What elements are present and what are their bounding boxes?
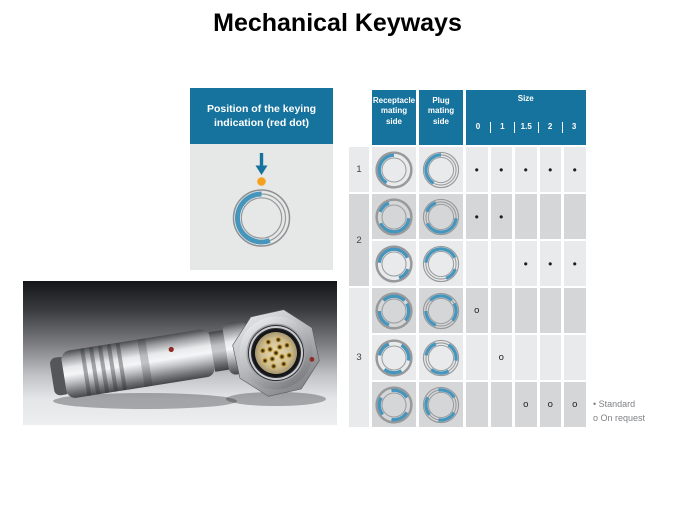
availability-cell [540, 382, 562, 427]
plug-circle-cell [419, 288, 463, 333]
availability-cell [515, 382, 537, 427]
receptacle-keyway-diagram [373, 149, 415, 191]
plug-keyway-diagram [420, 384, 462, 426]
size-column-1: 1 [490, 122, 514, 132]
availability-mark: • [499, 162, 504, 177]
receptacle-circle-cell [372, 335, 416, 380]
availability-cell [515, 335, 537, 380]
receptacle-keyway-diagram [373, 290, 415, 332]
availability-cell [540, 288, 562, 333]
availability-mark: o [547, 398, 553, 410]
availability-cell [491, 147, 513, 192]
size-column-0: 0 [475, 122, 481, 132]
availability-cell [515, 288, 537, 333]
connector-ring-diagram [234, 190, 290, 246]
receptacle-circle-cell [372, 194, 416, 239]
legend-on-request: o On request [593, 413, 646, 424]
group-label-2: 2 [349, 194, 369, 286]
table-header-size-group [466, 90, 586, 145]
availability-cell [515, 194, 537, 239]
plug-circle-cell [419, 241, 463, 286]
plug-keyway-diagram [420, 196, 462, 238]
availability-mark: • [572, 162, 577, 177]
availability-mark: o [498, 351, 504, 363]
receptacle-circle-cell [372, 382, 416, 427]
availability-cell [515, 147, 537, 192]
availability-cell [491, 241, 513, 286]
receptacle-circle-cell [372, 241, 416, 286]
availability-mark: • [548, 162, 553, 177]
availability-cell [564, 194, 586, 239]
keying-panel [190, 88, 333, 270]
table-header-size: Size [517, 93, 534, 103]
availability-cell [466, 288, 488, 333]
availability-cell [491, 288, 513, 333]
availability-mark: • [572, 256, 577, 271]
size-column-1-5: 1.5 [514, 122, 538, 132]
availability-cell [540, 335, 562, 380]
availability-cell [564, 147, 586, 192]
availability-cell [491, 194, 513, 239]
availability-mark: • [474, 162, 479, 177]
down-arrow-icon [256, 153, 268, 175]
legend [593, 397, 645, 426]
availability-mark: • [548, 256, 553, 271]
page-title: Mechanical Keyways [213, 9, 462, 37]
availability-cell [466, 382, 488, 427]
connector-photo-image [23, 281, 337, 425]
plug-circle-cell [419, 194, 463, 239]
plug-keyway-diagram [420, 149, 462, 191]
size-column-3: 3 [562, 122, 586, 132]
availability-mark: • [474, 209, 479, 224]
plug-keyway-diagram [420, 337, 462, 379]
availability-cell [540, 241, 562, 286]
availability-mark: o [474, 304, 480, 316]
legend-standard: • Standard [593, 399, 636, 409]
availability-cell [466, 335, 488, 380]
table-header-receptacle: Receptacle mating side [372, 90, 416, 145]
availability-cell [491, 382, 513, 427]
keying-position-diagram [190, 144, 333, 270]
availability-cell [540, 194, 562, 239]
plug-circle-cell [419, 382, 463, 427]
availability-cell [466, 194, 488, 239]
plug-keyway-diagram [420, 243, 462, 285]
availability-cell [564, 288, 586, 333]
keyway-table [349, 90, 586, 427]
keying-indication-dot [257, 177, 266, 186]
receptacle-keyway-diagram [373, 243, 415, 285]
availability-mark: • [523, 162, 528, 177]
availability-cell [466, 241, 488, 286]
receptacle-circle-cell [372, 288, 416, 333]
receptacle-keyway-diagram [373, 196, 415, 238]
receptacle-keyway-diagram [373, 337, 415, 379]
availability-cell [491, 335, 513, 380]
keying-panel-title: Position of the keying indication (red dot) [190, 88, 333, 144]
availability-mark: o [572, 398, 578, 410]
availability-cell [564, 335, 586, 380]
plug-circle-cell [419, 147, 463, 192]
plug-circle-cell [419, 335, 463, 380]
availability-cell [515, 241, 537, 286]
group-label-1: 1 [349, 147, 369, 192]
availability-mark: o [523, 398, 529, 410]
availability-cell [466, 147, 488, 192]
receptacle-keyway-diagram [373, 384, 415, 426]
availability-cell [564, 241, 586, 286]
availability-mark: • [523, 256, 528, 271]
size-column-2: 2 [538, 122, 562, 132]
plug-keyway-diagram [420, 290, 462, 332]
receptacle-circle-cell [372, 147, 416, 192]
availability-mark: • [499, 209, 504, 224]
group-label-3: 3 [349, 288, 369, 427]
availability-cell [540, 147, 562, 192]
table-header-plug: Plug mating side [419, 90, 463, 145]
availability-cell [564, 382, 586, 427]
connector-photo [23, 281, 337, 425]
